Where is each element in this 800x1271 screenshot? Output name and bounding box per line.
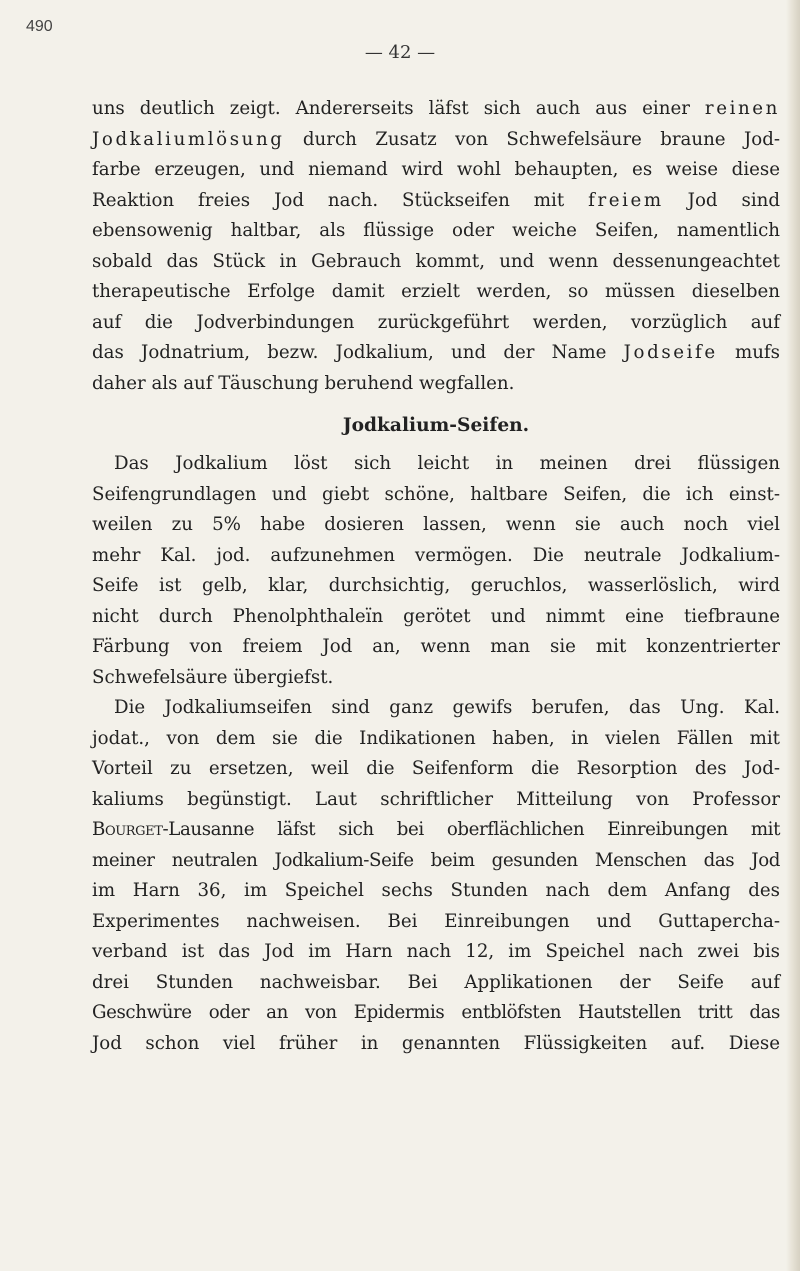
text-line: Das Jodkalium löst sich leicht in meinen drei flüssigen: [114, 453, 780, 474]
text-line: Jodkaliumlösung durch Zusatz von Schwefelsäure braune Jod-: [92, 128, 780, 150]
text-line: Jod schon viel früher in genannten Flüssigkeiten auf. Diese: [92, 1032, 780, 1054]
spaced-emphasis: Jodkaliumlösung: [92, 128, 285, 150]
text-line: ebensowenig haltbar, als flüssige oder weiche Seifen, namentlich: [92, 220, 780, 241]
paragraph-3: [92, 693, 780, 1059]
page-number: — 42 —: [364, 42, 436, 63]
paragraph-2: [92, 449, 780, 693]
text-line: Die Jodkaliumseifen sind ganz gewifs berufen, das Ung. Kal.: [114, 697, 780, 718]
text-line: daher als auf Täuschung beruhend wegfallen.: [92, 372, 515, 394]
section-heading: Jodkalium-Seifen.: [342, 415, 530, 436]
text-line: drei Stunden nachweisbar. Bei Applikationen der Seife auf: [92, 971, 780, 993]
paragraph-1: [92, 94, 780, 399]
text-line: Reaktion freies Jod nach. Stückseifen mit freiem Jod sind: [92, 189, 780, 211]
text-line: meiner neutralen Jodkalium-Seife beim gesunden Menschen das Jod: [92, 849, 780, 871]
body-text: [92, 94, 780, 1059]
text-line: verband ist das Jod im Harn nach 12, im Speichel nach zwei bis: [92, 941, 780, 962]
text-line: Experimentes nachweisen. Bei Einreibungen und Guttapercha-: [92, 910, 780, 932]
text-line: Färbung von freiem Jod an, wenn man sie mit konzentrierter: [92, 636, 780, 657]
text-line: therapeutische Erfolge damit erzielt werden, so müssen dieselben: [92, 281, 780, 302]
text-line: nicht durch Phenolphthaleïn gerötet und nimmt eine tiefbraune: [92, 605, 780, 627]
author-name: Bourget: [92, 819, 163, 840]
text-line: uns deutlich zeigt. Andererseits läfst sich auch aus einer reinen: [92, 98, 780, 119]
text-line: farbe erzeugen, und niemand wird wohl behaupten, es weise diese: [92, 159, 780, 180]
text-line: mehr Kal. jod. aufzunehmen vermögen. Die neutrale Jodkalium-: [92, 544, 780, 566]
text-line: Seife ist gelb, klar, durchsichtig, geruchlos, wasserlöslich, wird: [92, 575, 780, 596]
text-line: sobald das Stück in Gebrauch kommt, und wenn dessenungeachtet: [92, 250, 780, 272]
text-line: Vorteil zu ersetzen, weil die Seifenform die Resorption des Jod-: [92, 758, 780, 779]
text-line: kaliums begünstigt. Laut schriftlicher Mitteilung von Professor: [92, 788, 780, 810]
text-line: Schwefelsäure übergiefst.: [92, 666, 334, 688]
spaced-emphasis: reinen: [704, 98, 780, 119]
text-line: Seifengrundlagen und giebt schöne, haltbare Seifen, die ich einst-: [92, 483, 780, 505]
text-line: weilen zu 5% habe dosieren lassen, wenn sie auch noch viel: [92, 514, 780, 535]
page-edge-shadow: [786, 0, 800, 1271]
text-line: Geschwüre oder an von Epidermis entblöfsten Hautstellen tritt das: [92, 1002, 780, 1023]
folio-number: 490: [26, 18, 53, 35]
spaced-emphasis: freiem: [588, 189, 664, 211]
text-line: auf die Jodverbindungen zurückgeführt werden, vorzüglich auf: [92, 311, 780, 333]
text-line: im Harn 36, im Speichel sechs Stunden nach dem Anfang des: [92, 880, 780, 901]
text-line: jodat., von dem sie die Indikationen haben, in vielen Fällen mit: [92, 727, 780, 749]
text-line: Bourget-Lausanne läfst sich bei oberflächlichen Einreibungen mit: [92, 819, 780, 840]
text-line: das Jodnatrium, bezw. Jodkalium, und der Name Jodseife mufs: [92, 342, 781, 363]
spaced-emphasis: Jodseife: [623, 342, 718, 363]
